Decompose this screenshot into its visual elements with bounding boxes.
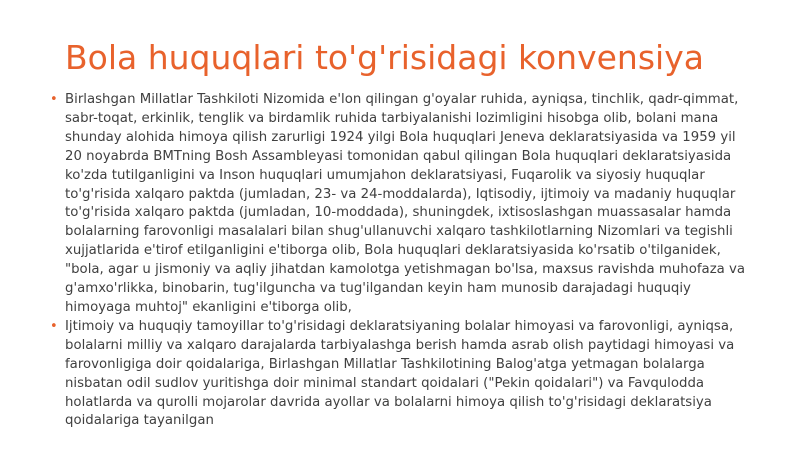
- bullet-item: [47, 91, 747, 318]
- bullet-text: Birlashgan Millatlar Tashkiloti Nizomida e'lon qilingan g'oyalar ruhida, ayniqsa, tinchlik, qadr-qimmat, sabr-toqat, erkinlik, tenglik va birdamlik ruhida tarbiyalanishi lozimligini hisobga olib, bolani mana shunday alohida himoya qilish zarurligi 1924 yilgi Bola huquqlari Jeneva deklaratsiyasida va 1959 yil 20 noyabrda BMTning Bosh Assambleyasi tomonidan qabul qilingan Bola huquqlari deklaratsiyasida ko'zda tutilganligini va Inson huquqlari umumjahon deklaratsiyasi, Fuqarolik va siyosiy huquqlar to'g'risida xalqaro paktda (jumladan, 23- va 24-moddalarda), Iqtisodiy, ijtimoiy va madaniy huquqlar to'g'risida xalqaro paktda (jumladan, 10-moddada), shuningdek, ixtisoslashgan muassasalar hamda bolalarning farovonligi masalalari bilan shug'ullanuvchi xalqaro tashkilotlarning Nizomlari va tegishli xujjatlarida e'tirof etilganligini e'tiborga olib, Bola huquqlari deklaratsiyasida ko'rsatib o'tilganidek, "bola, agar u jismoniy va aqliy jihatdan kamolotga yetishmagan bo'lsa, maxsus ravishda muhofaza va g'amxo'rlikka, binobarin, tug'ilguncha va tug'ilgandan keyin ham munosib darajadagi huquqiy himoyaga muhtoj" ekanligini e'tiborga olib,: [65, 92, 746, 315]
- slide-title: Bola huquqlari to'g'risidagi konvensiya: [65, 38, 704, 77]
- bullet-marker: •: [50, 318, 58, 334]
- bullet-item: [47, 318, 747, 431]
- bullet-list: [47, 91, 747, 431]
- bullet-marker: •: [50, 92, 58, 107]
- bullet-text: Ijtimoiy va huquqiy tamoyillar to'g'risidagi deklaratsiyaning bolalar himoyasi va farovonligi, ayniqsa, bolalarni milliy va xalqaro darajalarda tarbiyalashga berish hamda asrab olish paytidagi himoyasi va farovonligiga doir qoidalariga, Birlashgan Millatlar Tashkilotining Balog'atga yetmagan bolalarga nisbatan odil sudlov yuritishga doir minimal standart qoidalari ("Pekin qoidalari") va Favqulodda holatlarda va qurolli mojarolar davrida ayollar va bolalarni himoya qilish to'g'risidagi deklaratsiya qoidalariga tayanilgan: [65, 318, 735, 429]
